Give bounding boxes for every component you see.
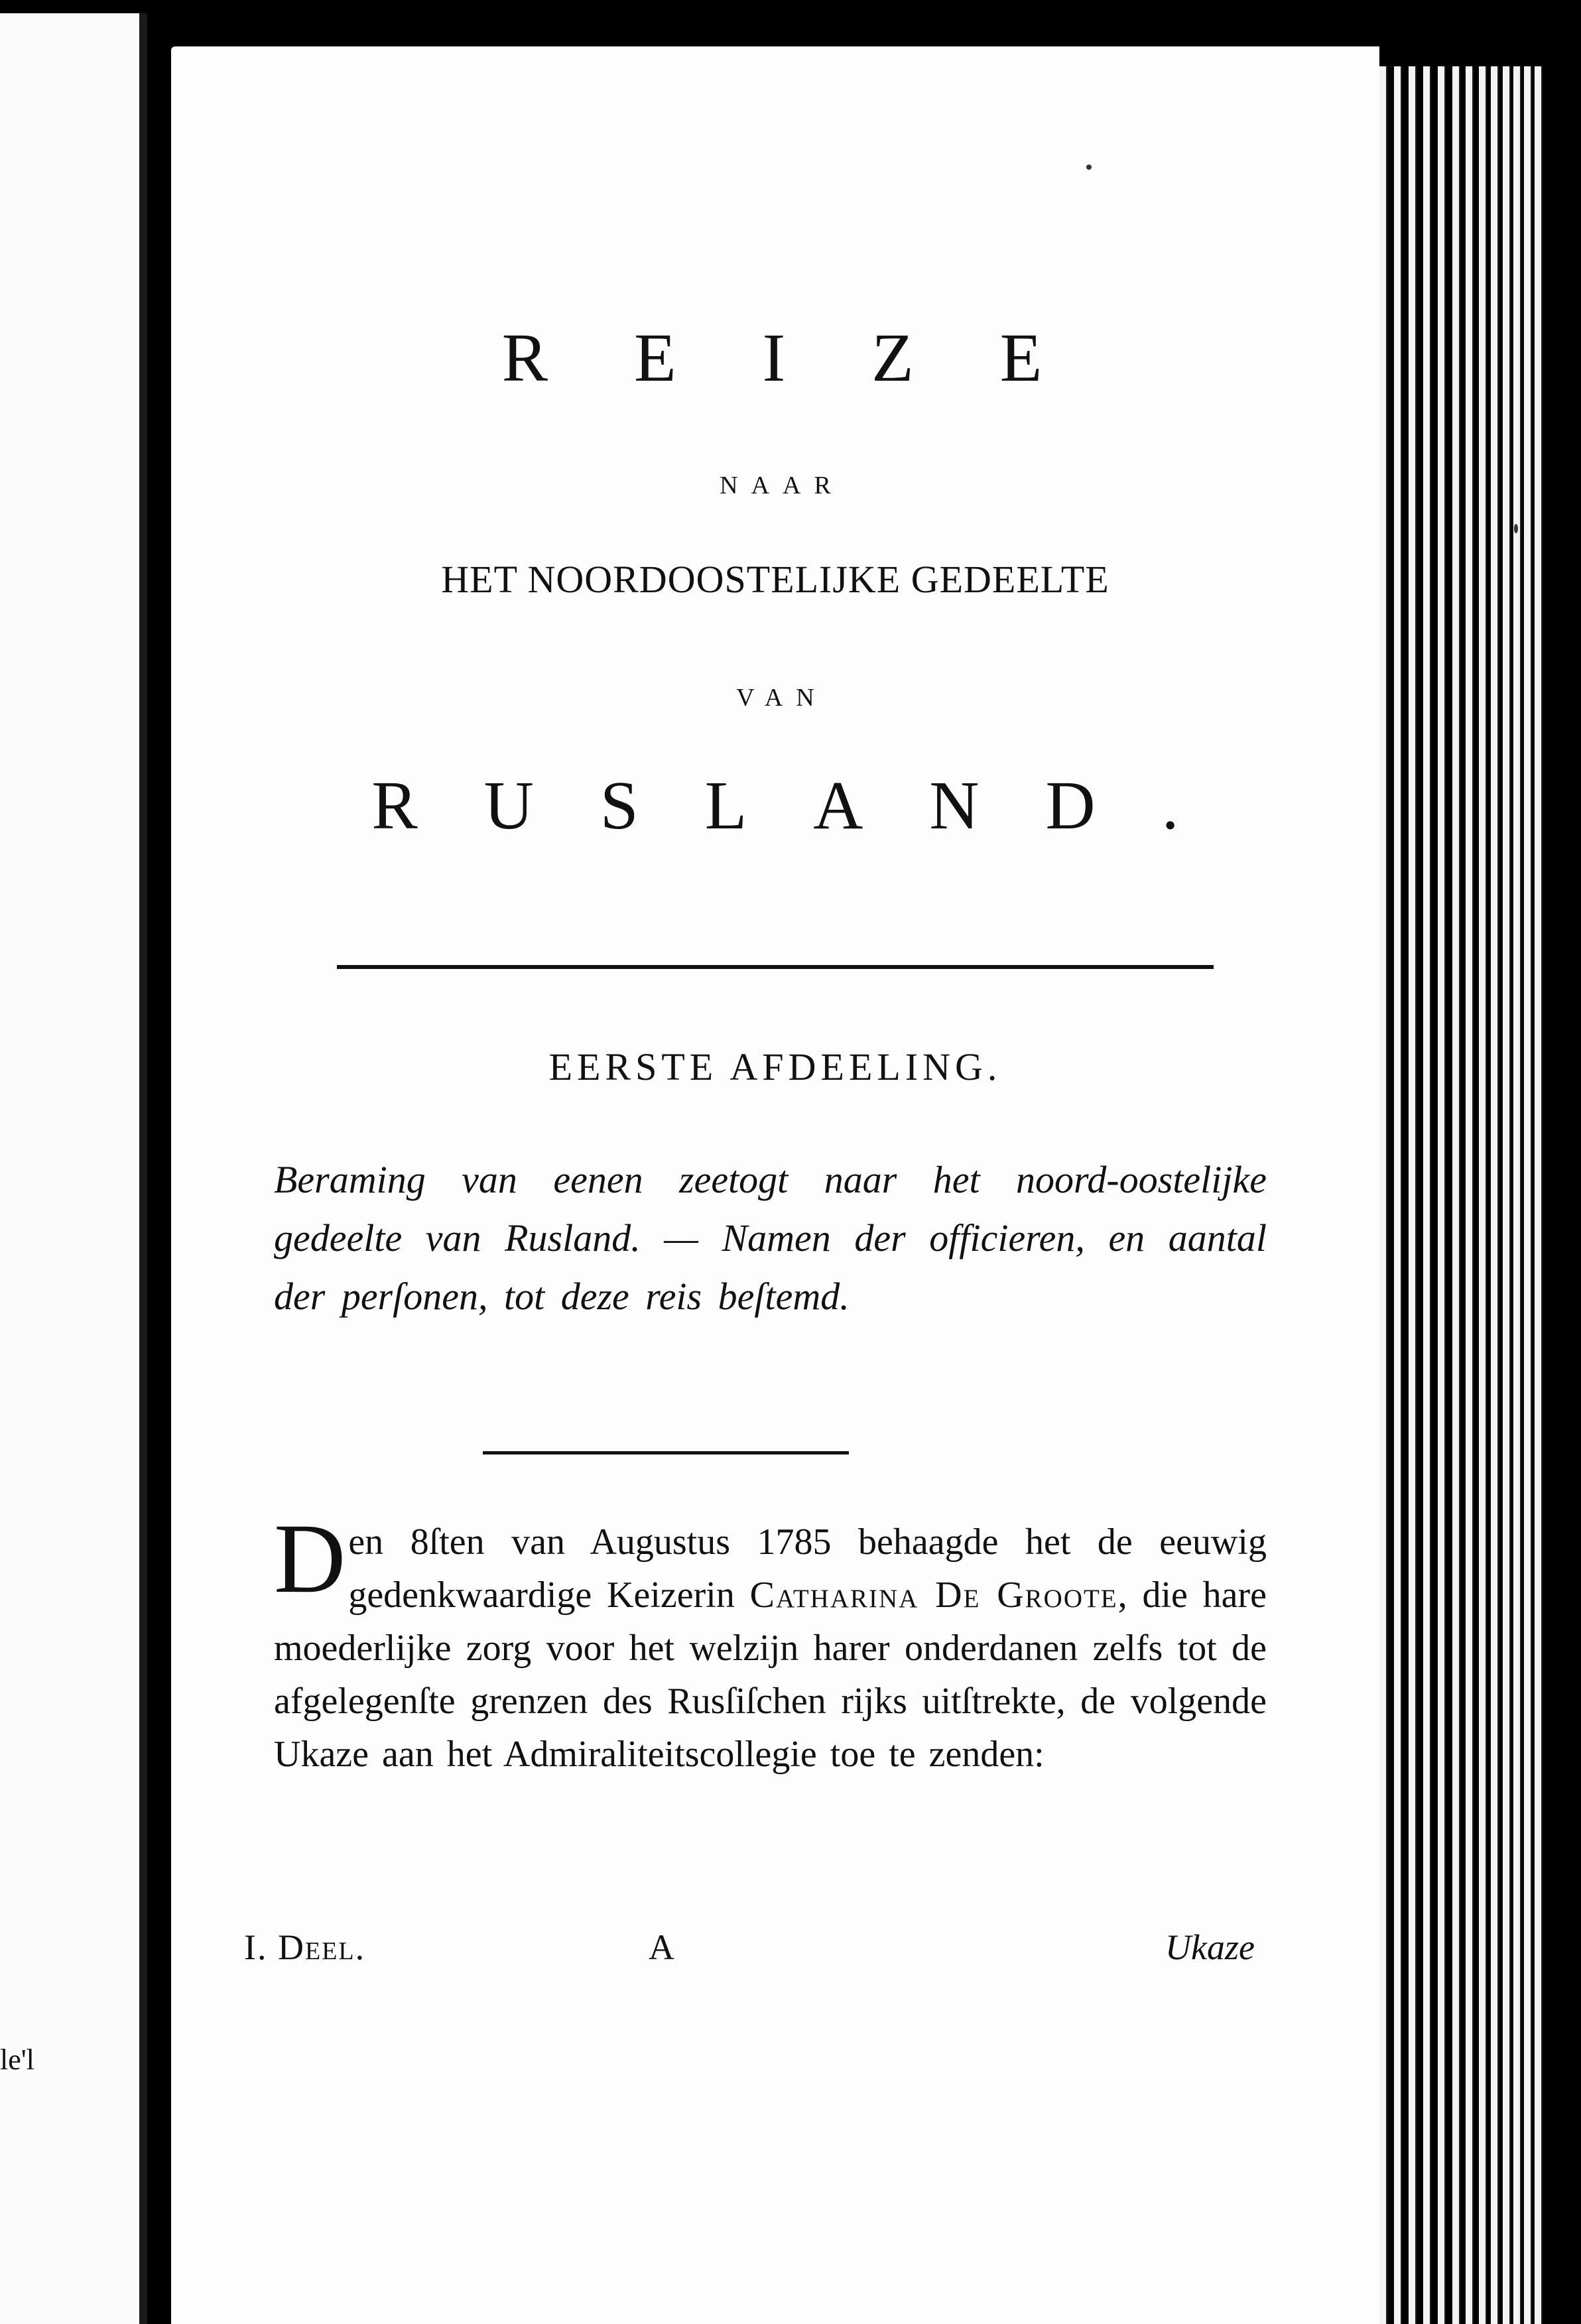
body-paragraph bbox=[274, 1504, 1267, 1781]
facing-page-mark: le'l bbox=[0, 2043, 34, 2076]
section-summary: Beraming van eenen zeetogt naar het noord-oostelijke gedeelte van Rusland. — Namen der officieren, en aantal der perſonen, tot deze reis beſtemd. bbox=[274, 1158, 1267, 1318]
empress-name: Catharina De Groote bbox=[749, 1575, 1118, 1616]
fanned-page-edges bbox=[1379, 66, 1578, 2324]
section-heading: EERSTE AFDEELING. bbox=[548, 1045, 1002, 1088]
volume-indicator: I. Deel. bbox=[244, 1927, 366, 1967]
paper-speck bbox=[1086, 164, 1092, 170]
catchword: Ukaze bbox=[1165, 1927, 1255, 1967]
page-gutter bbox=[139, 13, 147, 2324]
signature-mark: A bbox=[649, 1927, 674, 1967]
title-het-noordoostelijke-gedeelte: HET NOORDOOSTELIJKE GEDEELTE bbox=[441, 558, 1109, 601]
title-divider-rule bbox=[337, 965, 1214, 969]
title-naar: NAAR bbox=[720, 472, 844, 499]
drop-capital: D bbox=[274, 1504, 346, 1614]
facing-page-edge bbox=[0, 13, 147, 2324]
paper-speck bbox=[1514, 524, 1518, 533]
title-rusland: RUSLAND. bbox=[371, 767, 1245, 844]
title-van: VAN bbox=[736, 684, 828, 712]
page-footer bbox=[171, 1927, 1379, 1980]
summary-divider-rule bbox=[483, 1451, 849, 1454]
body-text-part-1: en 8ſten van Augustus 1785 behaagde het de eeuwig gedenkwaardige Keizerin bbox=[348, 1521, 1267, 1616]
book-page bbox=[171, 46, 1379, 2324]
title-reize: REIZE bbox=[501, 320, 1129, 396]
body-text-part-2: , die hare moederlijke zorg voor het welzijn harer onderdanen zelfs tot de afgelegenſte grenzen des Rusſiſchen rijks uitſtrekte, de volgende Ukaze aan het Admiraliteitscollegie toe te zenden: bbox=[274, 1575, 1267, 1775]
